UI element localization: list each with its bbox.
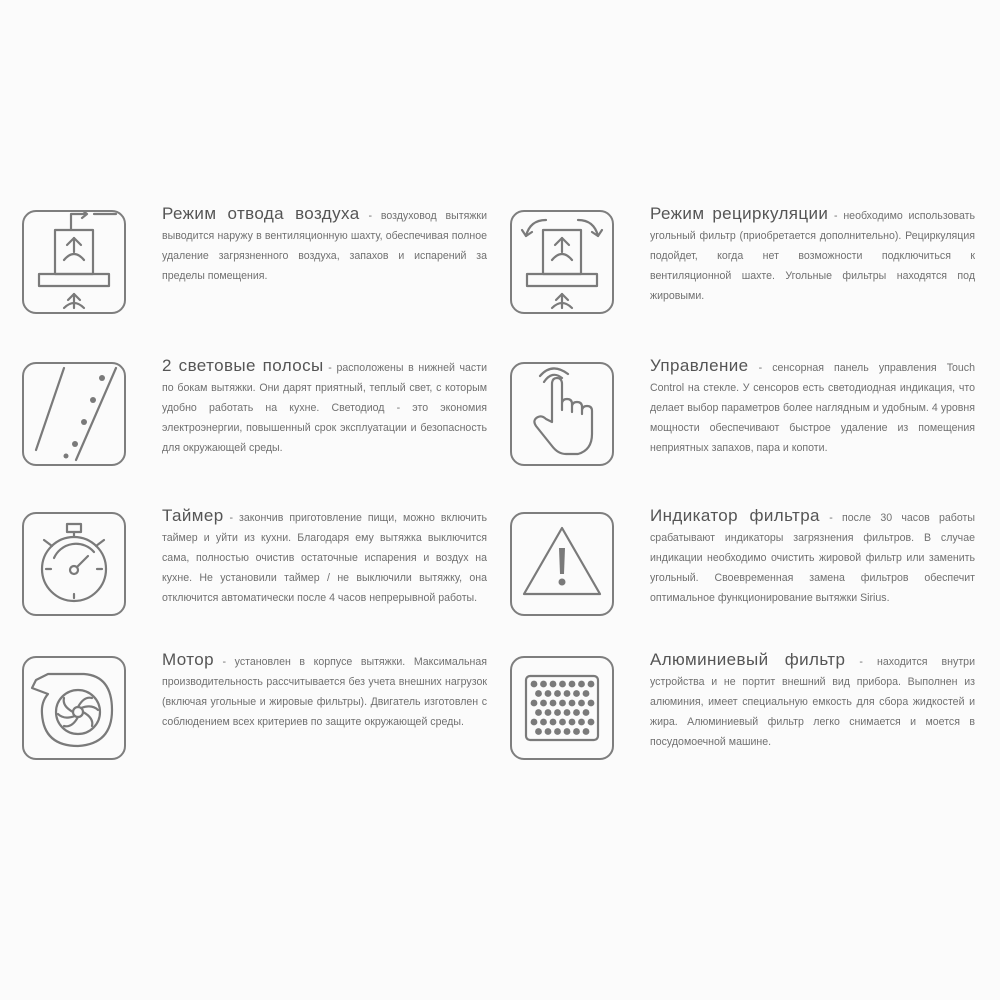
filter-hole (573, 728, 580, 735)
filter-hole (564, 690, 571, 697)
icon-box (22, 362, 126, 466)
filter-hole (550, 681, 557, 688)
icon-box (22, 656, 126, 760)
icon-box (510, 210, 614, 314)
filter-hole (588, 681, 595, 688)
filter-holes (531, 681, 595, 735)
feature-title: 2 световые полосы (162, 356, 324, 375)
filter-hole (573, 690, 580, 697)
feature-text (162, 356, 487, 458)
filter-hole (583, 690, 590, 697)
touch-hand-icon (512, 364, 612, 464)
filter-hole (583, 709, 590, 716)
title-separator: - (223, 512, 240, 524)
filter-hole (554, 728, 561, 735)
filter-hole (535, 690, 542, 697)
filter-hole (545, 728, 552, 735)
feature-text (162, 650, 487, 732)
filter-hole (540, 681, 547, 688)
feature-description: после 30 часов работы срабатывают индикаторы загрязнения фильтров. В случае индикации необходимо очистить жировой фильтр или заменить угольный. Своевременная замена фильтров обеспечит оптимальное функционирование вытяжки Sirius. (650, 512, 975, 604)
feature-description: находится внутри устройства и не портит внешний вид прибора. Выполнен из алюминия, имеет специальную емкость для сбора жидкостей и жира. Алюминиевый фильтр легко снимается и моется в посудомоечной машине. (650, 656, 975, 748)
filter-hole (531, 681, 538, 688)
title-separator: - (213, 656, 235, 668)
feature-title: Режим рециркуляции (650, 204, 829, 223)
title-separator: - (819, 512, 843, 524)
filter-hole (531, 700, 538, 707)
filter-hole (569, 681, 576, 688)
filter-hole (559, 719, 566, 726)
feature-text (650, 204, 975, 306)
filter-hole (540, 719, 547, 726)
filter-hole (535, 728, 542, 735)
feature-description: закончив приготовление пищи, можно включить таймер и уйти из кухни. Благодаря ему вытяжка выключится сама, полностью очистив остаточные испарения и воздух на кухне. Не установили таймер / не выключили вытяжку, она отключится автоматически после 4 часов непрерывной работы. (162, 512, 487, 604)
title-separator: - (828, 210, 844, 222)
feature-text (162, 204, 487, 286)
icon-box (510, 656, 614, 760)
filter-hole (545, 690, 552, 697)
filter-hole (569, 700, 576, 707)
warning-triangle-icon (512, 514, 612, 614)
title-separator: - (845, 656, 878, 668)
motor-fan-icon (24, 658, 124, 758)
filter-hole (550, 719, 557, 726)
filter-hole (578, 700, 585, 707)
filter-hole (531, 719, 538, 726)
feature-text (650, 650, 975, 752)
title-separator: - (359, 210, 381, 222)
feature-title: Алюминиевый фильтр (650, 650, 846, 669)
icon-box (22, 210, 126, 314)
icon-box (510, 512, 614, 616)
feature-description: воздуховод вытяжки выводится наружу в вентиляционную шахту, обеспечивая полное удаление загрязненного воздуха, запахов и испарений за пределы помещения. (162, 210, 487, 282)
filter-hole (588, 700, 595, 707)
filter-hole (559, 681, 566, 688)
filter-hole (569, 719, 576, 726)
grease-filter-icon (512, 658, 612, 758)
filter-hole (540, 700, 547, 707)
title-separator: - (323, 362, 337, 374)
filter-hole (583, 728, 590, 735)
icon-box (22, 512, 126, 616)
icon-box (510, 362, 614, 466)
feature-text (650, 506, 975, 608)
filter-hole (564, 728, 571, 735)
feature-description: расположены в нижней части по бокам вытяжки. Они дарят приятный, теплый свет, с которым удобно работать на кухне. Светодиод - это экономия электроэнергии, повышенный срок эксплуатации и безопасность для окружающей среды. (162, 362, 487, 454)
air-exhaust-icon (24, 212, 124, 312)
filter-hole (554, 709, 561, 716)
title-separator: - (748, 362, 773, 374)
feature-title: Управление (650, 356, 749, 375)
feature-title: Индикатор фильтра (650, 506, 820, 525)
filter-hole (573, 709, 580, 716)
filter-hole (554, 690, 561, 697)
feature-description: необходимо использовать угольный фильтр (приобретается дополнительно). Рециркуляция подойдет, когда нет возможности подключиться к вентиляционной шахте. Угольные фильтры находятся под жировыми. (650, 210, 975, 302)
filter-hole (535, 709, 542, 716)
filter-hole (578, 719, 585, 726)
feature-title: Режим отвода воздуха (162, 204, 360, 223)
feature-text (650, 356, 975, 458)
filter-hole (578, 681, 585, 688)
filter-hole (559, 700, 566, 707)
filter-hole (564, 709, 571, 716)
feature-title: Таймер (162, 506, 224, 525)
feature-text (162, 506, 487, 608)
stopwatch-icon (24, 514, 124, 614)
filter-hole (588, 719, 595, 726)
filter-hole (550, 700, 557, 707)
led-strip-icon (24, 364, 124, 464)
feature-title: Мотор (162, 650, 214, 669)
feature-description: сенсорная панель управления Touch Control на стекле. У сенсоров есть светодиодная индикация, что делает выбор параметров более наглядным и удобным. 4 уровня мощности обеспечивают быстрое удаление из помещения неприятных запахов, пара и копоти. (650, 362, 975, 454)
filter-hole (545, 709, 552, 716)
recirculation-icon (512, 212, 612, 312)
feature-description: установлен в корпусе вытяжки. Максимальная производительность рассчитывается без учета внешних нагрузок (включая угольные и жировые фильтры). Двигатель изготовлен с соблюдением всех критериев по защите окружающей среды. (162, 656, 488, 728)
